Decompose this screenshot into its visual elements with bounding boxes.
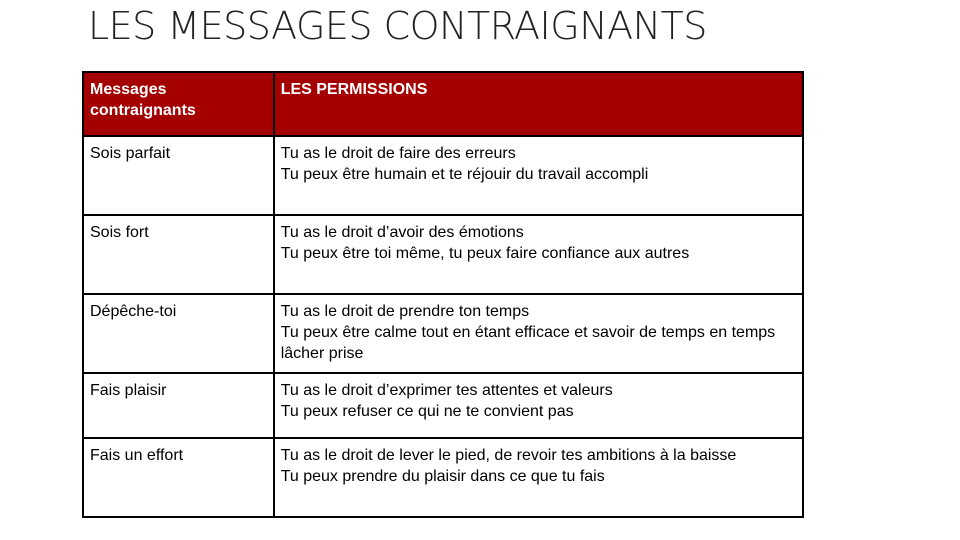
table-row — [83, 136, 803, 215]
table-header-row — [83, 72, 803, 136]
message-cell: Fais plaisir — [83, 373, 274, 438]
messages-table — [82, 71, 804, 518]
permissions-cell — [274, 215, 803, 294]
permission-line: Tu as le droit de faire des erreurs — [280, 145, 516, 162]
permission-line: Tu as le droit de prendre ton temps — [280, 303, 530, 320]
permission-line: Tu as le droit d’exprimer tes attentes et valeurs — [280, 382, 613, 399]
permissions-cell — [274, 438, 803, 517]
message-cell: Dépêche-toi — [83, 294, 274, 373]
permissions-cell — [274, 294, 803, 373]
permission-line: Tu peux être calme tout en étant efficace et savoir de temps en temps lâcher prise — [280, 324, 776, 362]
table-row — [83, 373, 803, 438]
table-row — [83, 438, 803, 517]
permission-line: Tu peux refuser ce qui ne te convient pas — [280, 403, 574, 420]
permission-line: Tu peux être toi même, tu peux faire confiance aux autres — [280, 245, 690, 262]
permissions-cell — [274, 136, 803, 215]
permission-line: Tu as le droit d’avoir des émotions — [280, 224, 524, 241]
table-row — [83, 294, 803, 373]
header-messages: Messages contraignants — [83, 72, 274, 136]
header-permissions: LES PERMISSIONS — [274, 72, 803, 136]
message-cell: Fais un effort — [83, 438, 274, 517]
permission-line: Tu peux prendre du plaisir dans ce que tu fais — [280, 468, 605, 485]
permission-line: Tu as le droit de lever le pied, de revoir tes ambitions à la baisse — [280, 447, 737, 464]
page-title: LES MESSAGES CONTRAIGNANTS — [88, 4, 707, 48]
permission-line: Tu peux être humain et te réjouir du travail accompli — [280, 166, 649, 183]
table-row — [83, 215, 803, 294]
permissions-cell — [274, 373, 803, 438]
message-cell: Sois parfait — [83, 136, 274, 215]
message-cell: Sois fort — [83, 215, 274, 294]
